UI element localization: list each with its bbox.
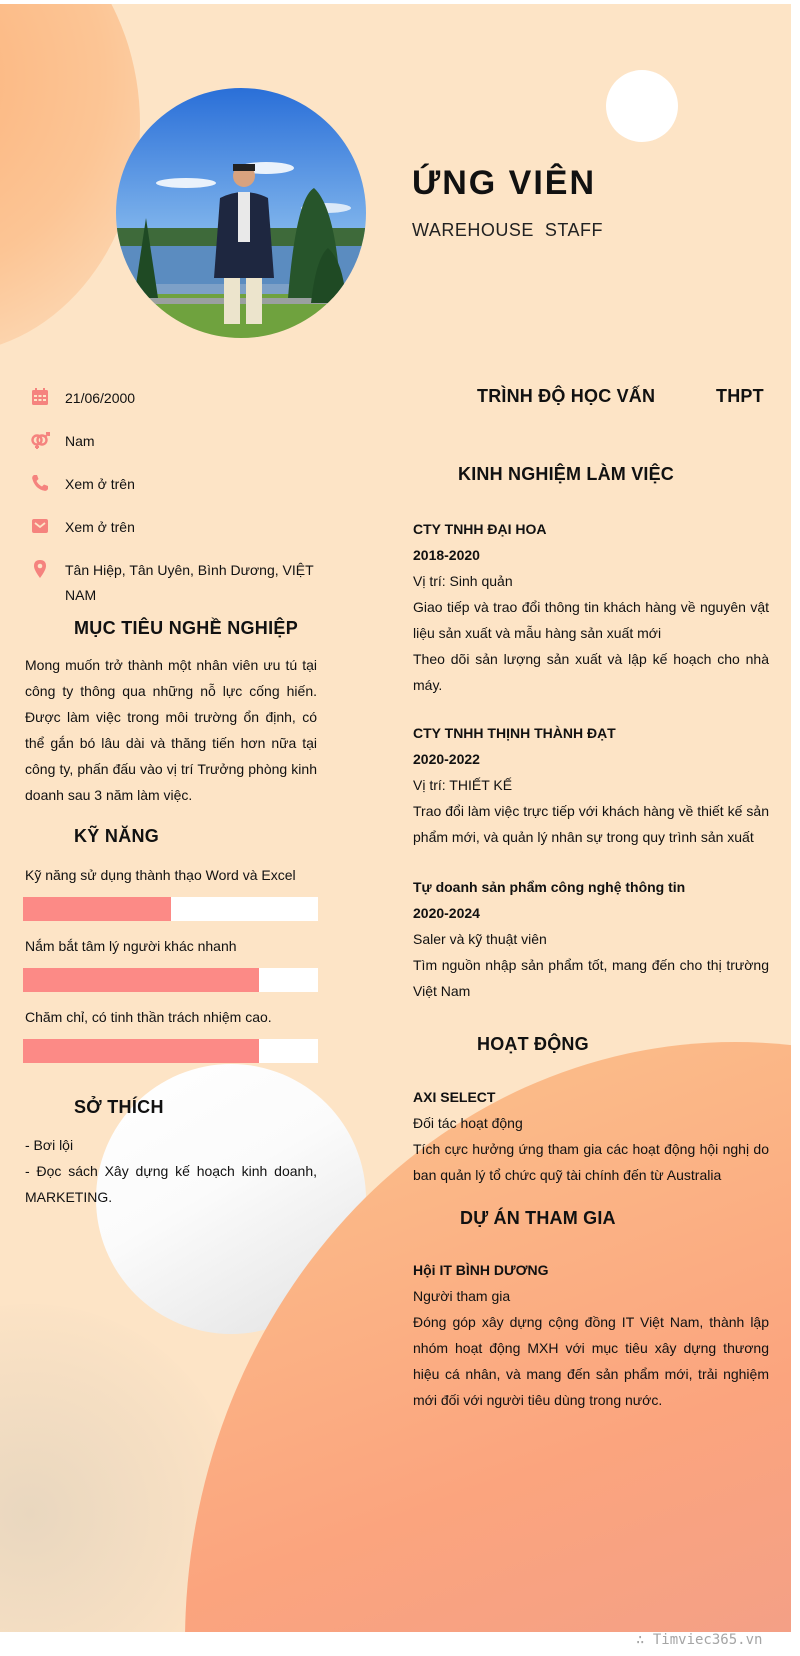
skill-label: Kỹ năng sử dụng thành thạo Word và Excel xyxy=(25,867,296,883)
decor-circle-top xyxy=(606,70,678,142)
experience-company: Tự doanh sản phẩm công nghệ thông tin xyxy=(413,879,686,895)
skill-bar-fill xyxy=(23,1039,259,1063)
contact-phone-value: Xem ở trên xyxy=(65,476,135,492)
hobby-item: - Bơi lội xyxy=(25,1137,74,1153)
skill-bar xyxy=(23,968,318,992)
experience-company: CTY TNHH ĐẠI HOA xyxy=(413,521,547,537)
contact-birthday xyxy=(30,386,320,411)
skill-bar-fill xyxy=(23,968,259,992)
gender-icon xyxy=(30,430,50,452)
experience-item xyxy=(413,516,769,698)
experience-period: 2020-2024 xyxy=(413,905,480,921)
experience-position: Vị trí: Sinh quản xyxy=(413,573,513,589)
skill-bar xyxy=(23,897,318,921)
project-item xyxy=(413,1257,769,1413)
contact-address-value: Tân Hiệp, Tân Uyên, Bình Dương, VIỆT NAM xyxy=(65,562,314,603)
skill-bar xyxy=(23,1039,318,1063)
phone-icon xyxy=(30,473,50,495)
activity-item xyxy=(413,1084,769,1188)
contact-gender-value: Nam xyxy=(65,433,95,449)
project-role: Người tham gia xyxy=(413,1288,511,1304)
experience-item xyxy=(413,720,769,850)
calendar-icon xyxy=(30,387,50,409)
contact-email xyxy=(30,515,320,540)
experience-description: Theo dõi sản lượng sản xuất và lập kế hoạch cho nhà máy. xyxy=(413,651,769,693)
skills-title: KỸ NĂNG xyxy=(74,826,160,846)
activity-org: AXI SELECT xyxy=(413,1089,496,1105)
hobbies-title: SỞ THÍCH xyxy=(74,1097,164,1117)
project-description: Đóng góp xây dựng cộng đồng IT Việt Nam, thành lập nhóm hoạt động MXH với mục tiêu xây dựng thương hiệu cá nhân, và mang đến sản phẩm mới, trải nghiệm mới đối với người tiêu dùng trong nước. xyxy=(413,1314,769,1408)
objective-title: MỤC TIÊU NGHỀ NGHIỆP xyxy=(74,618,299,638)
experience-item xyxy=(413,874,769,1004)
activity-description: Tích cực hưởng ứng tham gia các hoạt động hội nghị do ban quản lý tổ chức quỹ tài chính đến từ Australia xyxy=(413,1141,769,1183)
decor-blob-top-left xyxy=(0,4,140,354)
project-org: Hội IT BÌNH DƯƠNG xyxy=(413,1262,549,1278)
watermark: ∴ Timviec365.vn xyxy=(636,1632,763,1648)
hobby-item: - Đọc sách Xây dựng kế hoạch kinh doanh, MARKETING. xyxy=(25,1163,317,1205)
contact-list xyxy=(30,386,320,626)
location-icon xyxy=(30,559,50,581)
activity-role: Đối tác hoạt động xyxy=(413,1115,523,1131)
experience-description: Trao đổi làm việc trực tiếp với khách hàng về thiết kế sản phẩm mới, và quản lý nhân sự trong quy trình sản xuất xyxy=(413,803,769,845)
skill-label: Chăm chỉ, có tinh thần trách nhiệm cao. xyxy=(25,1009,272,1025)
job-title: WAREHOUSE STAFF xyxy=(412,220,604,240)
experience-position: Saler và kỹ thuật viên xyxy=(413,931,547,947)
education-value: THPT xyxy=(716,386,764,406)
email-icon xyxy=(30,516,50,538)
contact-phone xyxy=(30,472,320,497)
contact-email-value: Xem ở trên xyxy=(65,519,135,535)
activities-title: HOẠT ĐỘNG xyxy=(477,1034,589,1054)
candidate-name: ỨNG VIÊN xyxy=(412,164,597,202)
skill-bar-fill xyxy=(23,897,171,921)
contact-gender xyxy=(30,429,320,454)
objective-text: Mong muốn trở thành một nhân viên ưu tú tại công ty thông qua những nỗ lực cống hiến. Được làm việc trong môi trường ổn định, có thể gắn bó lâu dài và thăng tiến hơn nữa tại công ty, phấn đấu vào vị trí Trưởng phòng kinh doanh sau 3 năm làm việc. xyxy=(25,657,317,803)
education-title: TRÌNH ĐỘ HỌC VẤN xyxy=(477,386,656,406)
experience-description: Giao tiếp và trao đổi thông tin khách hàng về nguyên vật liệu sản xuất và mẫu hàng sản xuất mới xyxy=(413,599,769,641)
experience-company: CTY TNHH THỊNH THÀNH ĐẠT xyxy=(413,725,616,741)
experience-position: Vị trí: THIẾT KẾ xyxy=(413,777,513,793)
experience-title: KINH NGHIỆM LÀM VIỆC xyxy=(458,464,675,484)
contact-birthday-value: 21/06/2000 xyxy=(65,390,136,406)
avatar xyxy=(116,88,366,338)
experience-description: Tìm nguồn nhập sản phẩm tốt, mang đến cho thị trường Việt Nam xyxy=(413,957,769,999)
skill-label: Nắm bắt tâm lý người khác nhanh xyxy=(25,938,237,954)
contact-address xyxy=(30,558,320,608)
cv-page xyxy=(0,4,791,1632)
experience-period: 2020-2022 xyxy=(413,751,480,767)
experience-period: 2018-2020 xyxy=(413,547,480,563)
projects-title: DỰ ÁN THAM GIA xyxy=(460,1208,616,1228)
